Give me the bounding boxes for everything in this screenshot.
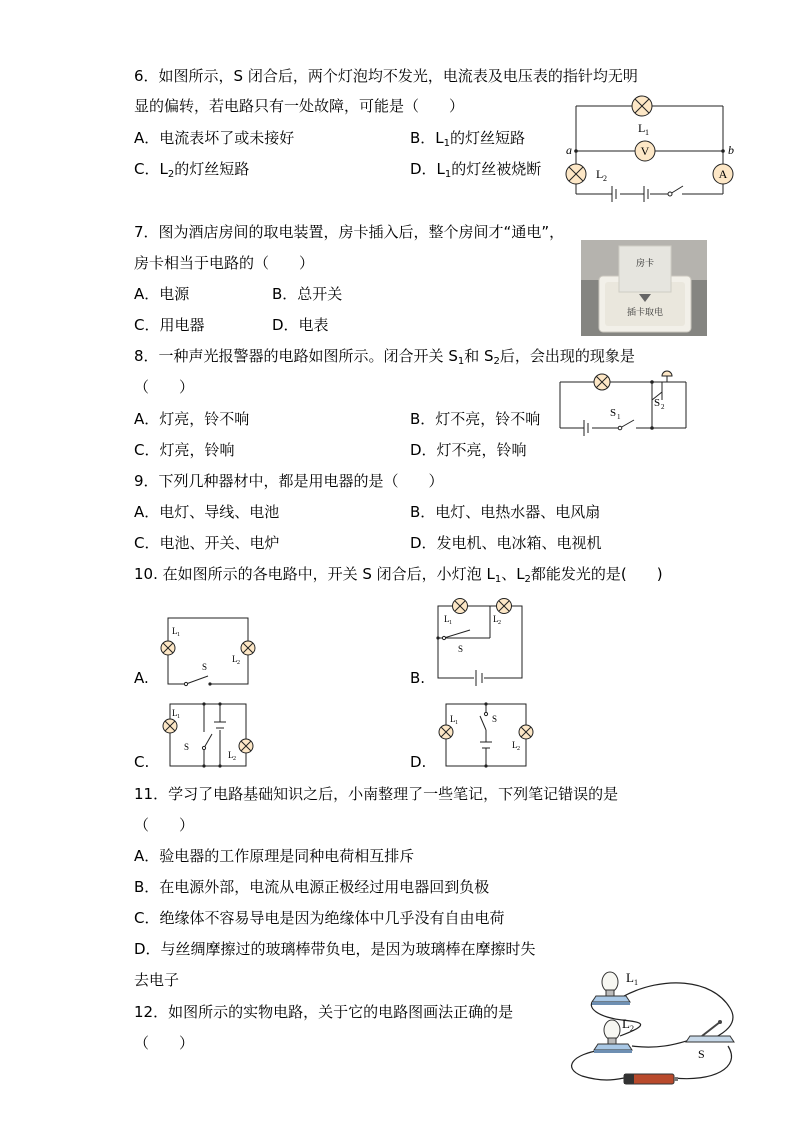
svg-text:2: 2	[517, 746, 520, 752]
q6-lamp-l2-icon	[566, 164, 586, 184]
q11-option-d-line1: D．与丝绸摩擦过的玻璃棒带负电，是因为玻璃棒在摩擦时失	[134, 940, 536, 958]
q12-lamp-l1-icon	[592, 972, 630, 1005]
q6-option-b: B．$L_1$的灯丝短路	[410, 129, 526, 149]
svg-text:插卡取电: 插卡取电	[626, 307, 664, 317]
svg-text:S: S	[698, 1047, 705, 1061]
q9-stem: 9．下列几种器材中，都是用电器的是（ ）	[134, 472, 444, 490]
svg-text:a: a	[566, 143, 572, 157]
q6-option-a: A．电流表坏了或未接好	[134, 129, 295, 147]
svg-text:S: S	[610, 407, 617, 419]
q8-stem-line1: 8．一种声光报警器的电路如图所示。闭合开关 $S_1$和 $S_2$后，会出现的现象是	[134, 347, 635, 367]
q11-option-d-line2: 去电子	[134, 971, 180, 989]
svg-text:房卡: 房卡	[635, 258, 655, 268]
q8-alarm-circuit-diagram	[556, 370, 692, 440]
svg-text:2: 2	[233, 756, 236, 762]
q11-stem-line1: 11．学习了电路基础知识之后，小南整理了一些笔记，下列笔记错误的是	[134, 785, 619, 803]
q7-stem-line2: 房卡相当于电路的（ ）	[134, 254, 315, 272]
q10-option-c-circuit	[160, 700, 264, 772]
q8-option-d: D．灯不亮，铃响	[410, 441, 527, 459]
q12-battery-icon	[624, 1074, 678, 1084]
q10-stem: 10. 在如图所示的各电路中，开关 S 闭合后，小灯泡 $L_1$、$L_2$都能发光的是( )	[134, 565, 663, 585]
q7-option-b: B．总开关	[272, 285, 343, 303]
svg-text:S: S	[202, 662, 208, 672]
svg-text:2: 2	[603, 174, 607, 183]
q11-stem-line2: （ ）	[134, 816, 195, 834]
svg-text:S: S	[654, 397, 661, 409]
svg-text:S: S	[492, 714, 498, 724]
q8-option-c: C．灯亮，铃响	[134, 441, 235, 459]
q9-option-b: B．电灯、电热水器、电风扇	[410, 503, 601, 521]
q10-option-b-circuit	[430, 594, 530, 686]
q12-switch-icon	[686, 1020, 734, 1042]
q6-option-c: C．$L_2$的灯丝短路	[134, 160, 250, 180]
svg-text:1: 1	[449, 620, 452, 626]
svg-text:2: 2	[661, 403, 665, 411]
svg-text:L: L	[512, 740, 518, 750]
svg-text:L: L	[232, 654, 238, 664]
q12-stem-line1: 12．如图所示的实物电路，关于它的电路图画法正确的是	[134, 1003, 514, 1021]
q8-bell-icon	[662, 371, 672, 382]
q6-voltmeter-icon	[635, 141, 655, 161]
q10-option-a-label: A.	[134, 669, 149, 687]
svg-text:2: 2	[498, 620, 501, 626]
q11-option-c: C．绝缘体不容易导电是因为绝缘体中几乎没有自由电荷	[134, 909, 505, 927]
q6-lamp-l1-icon	[632, 96, 652, 116]
q7-option-c: C．用电器	[134, 316, 205, 334]
svg-text:S: S	[458, 644, 464, 654]
svg-text:L: L	[172, 708, 178, 718]
q7-option-a: A．电源	[134, 285, 190, 303]
svg-text:L: L	[444, 614, 450, 624]
svg-text:1: 1	[177, 714, 180, 720]
q10-option-c-label: C.	[134, 753, 150, 771]
svg-text:L: L	[172, 626, 178, 636]
q8-option-a: A．灯亮，铃不响	[134, 410, 250, 428]
q12-stem-line2: （ ）	[134, 1034, 195, 1052]
svg-text:b: b	[728, 143, 734, 157]
svg-text:L: L	[638, 121, 646, 135]
q10-option-d-circuit	[436, 700, 536, 772]
q9-option-c: C．电池、开关、电炉	[134, 534, 280, 552]
q7-stem-line1: 7．图为酒店房间的取电装置，房卡插入后，整个房间才“通电”，	[134, 223, 565, 241]
q10-option-d-label: D.	[410, 753, 427, 771]
svg-text:1: 1	[617, 413, 621, 421]
svg-text:1: 1	[455, 720, 458, 726]
svg-text:L: L	[228, 750, 234, 760]
svg-text:1: 1	[177, 632, 180, 638]
q11-option-b: B．在电源外部，电流从电源正极经过用电器回到负极	[134, 878, 490, 896]
q8-lamp-icon	[594, 374, 610, 390]
svg-text:1: 1	[645, 128, 649, 137]
svg-text:A: A	[718, 167, 728, 181]
svg-text:S: S	[184, 742, 190, 752]
svg-text:1: 1	[634, 978, 638, 987]
svg-text:2: 2	[237, 660, 240, 666]
svg-text:V: V	[640, 144, 650, 158]
svg-text:L: L	[626, 970, 634, 985]
q12-physical-circuit-figure	[562, 958, 752, 1090]
q6-circuit-diagram	[560, 92, 750, 202]
svg-text:2: 2	[630, 1024, 634, 1033]
q9-option-d: D．发电机、电冰箱、电视机	[410, 534, 602, 552]
q9-option-a: A．电灯、导线、电池	[134, 503, 280, 521]
q6-ammeter-icon	[713, 164, 733, 184]
svg-text:L: L	[596, 167, 604, 181]
q7-card-slot-photo	[581, 240, 707, 336]
q7-option-d: D．电表	[272, 316, 329, 334]
svg-text:L: L	[622, 1016, 630, 1031]
q6-option-d: D．$L_1$的灯丝被烧断	[410, 160, 542, 180]
q6-stem-line2: 显的偏转，若电路只有一处故障，可能是（ ）	[134, 97, 465, 115]
q8-stem-line2: （ ）	[134, 378, 195, 396]
svg-text:L: L	[493, 614, 499, 624]
q10-option-a-circuit	[156, 612, 266, 690]
q8-option-b: B．灯不亮，铃不响	[410, 410, 541, 428]
q6-stem-line1: 6．如图所示，S 闭合后，两个灯泡均不发光，电流表及电压表的指针均无明	[134, 67, 638, 85]
q11-option-a: A．验电器的工作原理是同种电荷相互排斥	[134, 847, 415, 865]
q10-option-b-label: B.	[410, 669, 426, 687]
svg-text:L: L	[450, 714, 456, 724]
